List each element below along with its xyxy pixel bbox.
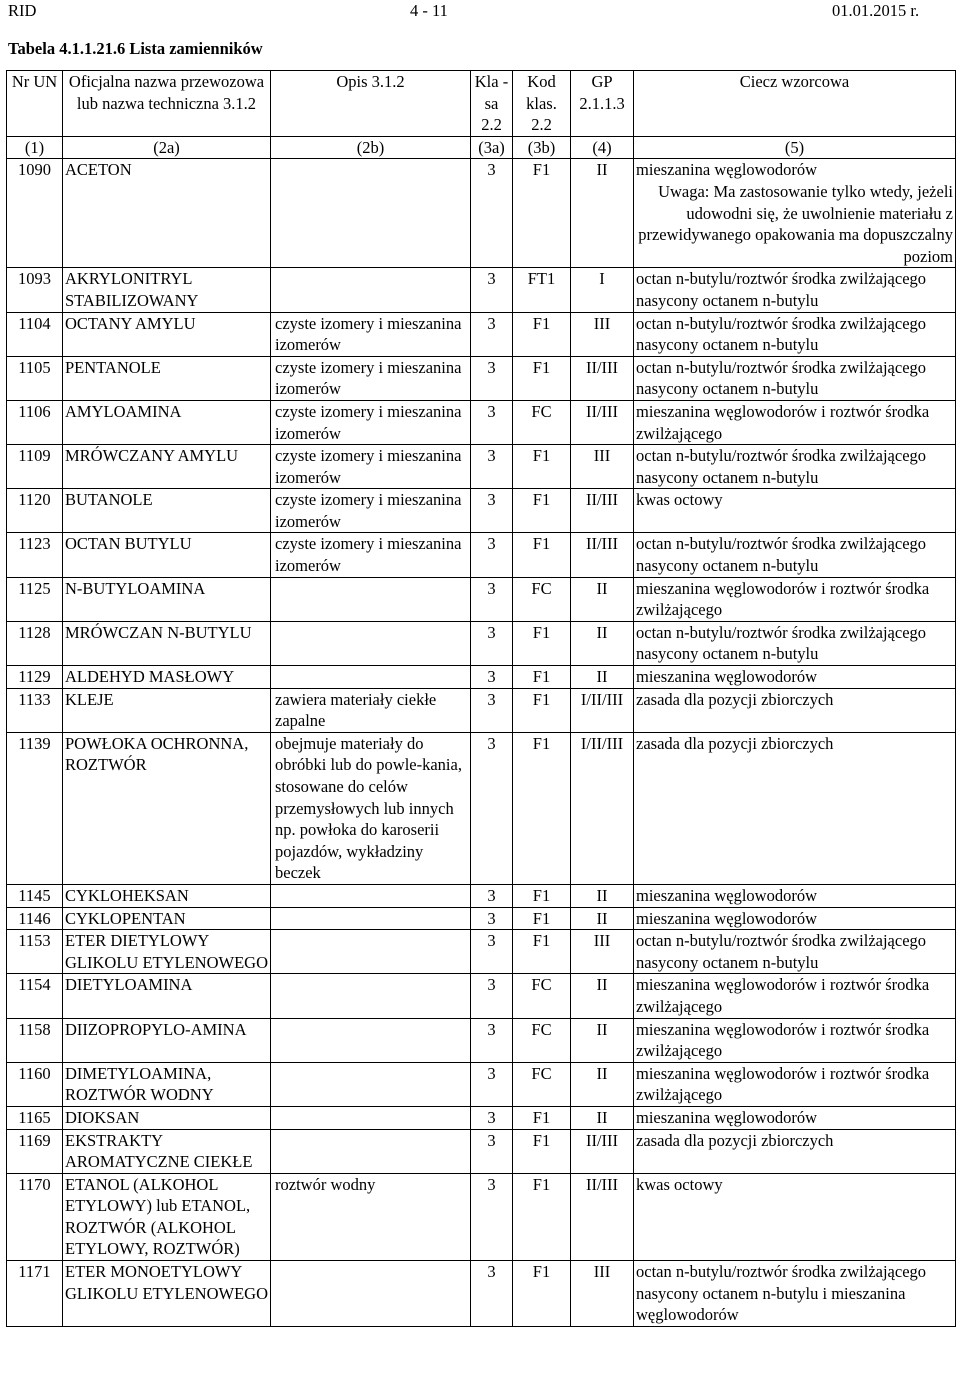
standard-liquid-cell: mieszanina węglowodorów i roztwór środka zwilżającego xyxy=(634,577,956,621)
description-cell: czyste izomery i mieszanina izomerów xyxy=(271,356,471,400)
class-cell: 3 xyxy=(471,688,513,732)
table-row xyxy=(7,159,956,268)
name-cell: DIMETYLOAMINA, ROZTWÓR WODNY xyxy=(63,1062,271,1106)
name-cell: AMYLOAMINA xyxy=(63,400,271,444)
table-row xyxy=(7,1062,956,1106)
col-header-ciecz: Ciecz wzorcowa xyxy=(634,71,956,137)
col-header-nr: Nr UN xyxy=(7,71,63,137)
classification-code-cell: FC xyxy=(513,974,571,1018)
classification-code-cell: F1 xyxy=(513,159,571,268)
name-cell: DIOKSAN xyxy=(63,1106,271,1129)
description-cell: czyste izomery i mieszanina izomerów xyxy=(271,489,471,533)
name-cell: OCTAN BUTYLU xyxy=(63,533,271,577)
un-number-cell: 1090 xyxy=(7,159,63,268)
name-cell: OCTANY AMYLU xyxy=(63,312,271,356)
description-cell: czyste izomery i mieszanina izomerów xyxy=(271,400,471,444)
standard-liquid-cell: zasada dla pozycji zbiorczych xyxy=(634,732,956,884)
standard-liquid-cell: octan n-butylu/roztwór środka zwilżającego nasycony octanem n-butylu i mieszanina węglowodorów xyxy=(634,1261,956,1327)
standard-liquid-cell: mieszanina węglowodorów i roztwór środka zwilżającego xyxy=(634,400,956,444)
header-page-number: 4 - 11 xyxy=(410,1,448,20)
name-cell: BUTANOLE xyxy=(63,489,271,533)
class-cell: 3 xyxy=(471,974,513,1018)
classification-code-cell: F1 xyxy=(513,445,571,489)
description-cell xyxy=(271,884,471,907)
class-cell: 3 xyxy=(471,356,513,400)
standard-liquid-cell: mieszanina węglowodorów xyxy=(634,1106,956,1129)
name-cell: MRÓWCZAN N-BUTYLU xyxy=(63,621,271,665)
un-number-cell: 1093 xyxy=(7,268,63,312)
table-row xyxy=(7,1173,956,1260)
table-row xyxy=(7,884,956,907)
un-number-cell: 1123 xyxy=(7,533,63,577)
standard-liquid-cell: mieszanina węglowodorów i roztwór środka zwilżającego xyxy=(634,1062,956,1106)
description-cell: roztwór wodny xyxy=(271,1173,471,1260)
table-row xyxy=(7,688,956,732)
packing-group-cell: II/III xyxy=(571,400,634,444)
description-cell: czyste izomery i mieszanina izomerów xyxy=(271,533,471,577)
packing-group-cell: II xyxy=(571,1018,634,1062)
description-cell: obejmuje materiały do obróbki lub do powle-kania, stosowane do celów przemysłowych lub innych np. powłoka do karoserii pojazdów, wykładziny beczek xyxy=(271,732,471,884)
packing-group-cell: II xyxy=(571,577,634,621)
standard-liquid-cell: octan n-butylu/roztwór środka zwilżającego nasycony octanem n-butylu xyxy=(634,268,956,312)
packing-group-cell: II xyxy=(571,621,634,665)
table-row xyxy=(7,312,956,356)
class-cell: 3 xyxy=(471,1018,513,1062)
description-cell xyxy=(271,907,471,930)
header-date: 01.01.2015 r. xyxy=(832,1,920,20)
class-cell: 3 xyxy=(471,533,513,577)
class-cell: 3 xyxy=(471,1062,513,1106)
description-cell xyxy=(271,268,471,312)
un-number-cell: 1109 xyxy=(7,445,63,489)
packing-group-cell: II xyxy=(571,884,634,907)
classification-code-cell: F1 xyxy=(513,356,571,400)
packing-group-cell: II/III xyxy=(571,1173,634,1260)
class-cell: 3 xyxy=(471,577,513,621)
classification-code-cell: F1 xyxy=(513,1173,571,1260)
description-cell xyxy=(271,159,471,268)
class-cell: 3 xyxy=(471,489,513,533)
classification-code-cell: FC xyxy=(513,1062,571,1106)
table-row xyxy=(7,621,956,665)
description-cell xyxy=(271,577,471,621)
un-number-cell: 1146 xyxy=(7,907,63,930)
packing-group-cell: II xyxy=(571,1062,634,1106)
col-header-klasa: Kla -sa 2.2 xyxy=(471,71,513,137)
table-row xyxy=(7,489,956,533)
table-row xyxy=(7,732,956,884)
packing-group-cell: III xyxy=(571,1261,634,1327)
packing-group-cell: II/III xyxy=(571,489,634,533)
name-cell: DIIZOPROPYLO-AMINA xyxy=(63,1018,271,1062)
un-number-cell: 1160 xyxy=(7,1062,63,1106)
classification-code-cell: FT1 xyxy=(513,268,571,312)
classification-code-cell: F1 xyxy=(513,666,571,689)
packing-group-cell: II/III xyxy=(571,356,634,400)
table-row xyxy=(7,1261,956,1327)
col-number: (3b) xyxy=(513,136,571,159)
table-body xyxy=(7,159,956,1326)
standard-liquid-cell: mieszanina węglowodorów xyxy=(634,907,956,930)
table-row xyxy=(7,1106,956,1129)
packing-group-cell: II xyxy=(571,159,634,268)
classification-code-cell: F1 xyxy=(513,489,571,533)
table-row xyxy=(7,1018,956,1062)
un-number-cell: 1139 xyxy=(7,732,63,884)
table-row xyxy=(7,577,956,621)
un-number-cell: 1128 xyxy=(7,621,63,665)
classification-code-cell: FC xyxy=(513,400,571,444)
classification-code-cell: F1 xyxy=(513,312,571,356)
un-number-cell: 1154 xyxy=(7,974,63,1018)
col-number: (4) xyxy=(571,136,634,159)
standard-liquid-cell: mieszanina węglowodorów xyxy=(634,884,956,907)
un-number-cell: 1105 xyxy=(7,356,63,400)
table-row xyxy=(7,268,956,312)
standard-liquid-cell: octan n-butylu/roztwór środka zwilżającego nasycony octanem n-butylu xyxy=(634,312,956,356)
class-cell: 3 xyxy=(471,732,513,884)
class-cell: 3 xyxy=(471,884,513,907)
classification-code-cell: F1 xyxy=(513,533,571,577)
page-header xyxy=(0,0,960,22)
table-row xyxy=(7,974,956,1018)
name-cell: EKSTRAKTY AROMATYCZNE CIEKŁE xyxy=(63,1129,271,1173)
col-header-name: Oficjalna nazwa przewozowa lub nazwa techniczna 3.1.2 xyxy=(63,71,271,137)
class-cell: 3 xyxy=(471,1106,513,1129)
packing-group-cell: III xyxy=(571,930,634,974)
name-cell: CYKLOHEKSAN xyxy=(63,884,271,907)
standard-liquid-cell: octan n-butylu/roztwór środka zwilżającego nasycony octanem n-butylu xyxy=(634,930,956,974)
header-left: RID xyxy=(8,1,37,20)
classification-code-cell: FC xyxy=(513,577,571,621)
standard-liquid-cell: zasada dla pozycji zbiorczych xyxy=(634,688,956,732)
classification-code-cell: F1 xyxy=(513,1106,571,1129)
name-cell: ETANOL (ALKOHOL ETYLOWY) lub ETANOL, ROZTWÓR (ALKOHOL ETYLOWY, ROZTWÓR) xyxy=(63,1173,271,1260)
class-cell: 3 xyxy=(471,312,513,356)
table-title: Tabela 4.1.1.21.6 Lista zamienników xyxy=(8,39,263,58)
standard-liquid-cell xyxy=(634,159,956,268)
substitutes-table xyxy=(6,70,956,1327)
packing-group-cell: II/III xyxy=(571,1129,634,1173)
description-cell: czyste izomery i mieszanina izomerów xyxy=(271,312,471,356)
name-cell: ACETON xyxy=(63,159,271,268)
classification-code-cell: F1 xyxy=(513,621,571,665)
description-cell xyxy=(271,1129,471,1173)
class-cell: 3 xyxy=(471,1129,513,1173)
classification-code-cell: F1 xyxy=(513,907,571,930)
table-row xyxy=(7,1129,956,1173)
classification-code-cell: F1 xyxy=(513,1261,571,1327)
name-cell: AKRYLONITRYL STABILIZOWANY xyxy=(63,268,271,312)
classification-code-cell: F1 xyxy=(513,1129,571,1173)
table-row xyxy=(7,666,956,689)
name-cell: POWŁOKA OCHRONNA, ROZTWÓR xyxy=(63,732,271,884)
class-cell: 3 xyxy=(471,907,513,930)
col-number: (2b) xyxy=(271,136,471,159)
column-number-row xyxy=(7,136,956,159)
description-cell xyxy=(271,1018,471,1062)
name-cell: MRÓWCZANY AMYLU xyxy=(63,445,271,489)
packing-group-cell: III xyxy=(571,445,634,489)
un-number-cell: 1106 xyxy=(7,400,63,444)
un-number-cell: 1129 xyxy=(7,666,63,689)
name-cell: ETER DIETYLOWY GLIKOLU ETYLENOWEGO xyxy=(63,930,271,974)
classification-code-cell: F1 xyxy=(513,884,571,907)
description-cell xyxy=(271,974,471,1018)
packing-group-cell: I xyxy=(571,268,634,312)
description-cell: zawiera materiały ciekłe zapalne xyxy=(271,688,471,732)
class-cell: 3 xyxy=(471,1173,513,1260)
packing-group-cell: III xyxy=(571,312,634,356)
col-header-kod: Kod klas. 2.2 xyxy=(513,71,571,137)
name-cell: CYKLOPENTAN xyxy=(63,907,271,930)
description-cell: czyste izomery i mieszanina izomerów xyxy=(271,445,471,489)
description-cell xyxy=(271,1106,471,1129)
table-row xyxy=(7,445,956,489)
description-cell xyxy=(271,1261,471,1327)
col-header-gp: GP 2.1.1.3 xyxy=(571,71,634,137)
col-number: (1) xyxy=(7,136,63,159)
name-cell: ETER MONOETYLOWY GLIKOLU ETYLENOWEGO xyxy=(63,1261,271,1327)
liquid-note: Uwaga: Ma zastosowanie tylko wtedy, jeżeli udowodni się, że uwolnienie materiału z przewidywanego opakowania ma dopuszczalny poziom xyxy=(638,181,953,266)
standard-liquid-cell: zasada dla pozycji zbiorczych xyxy=(634,1129,956,1173)
standard-liquid-cell: octan n-butylu/roztwór środka zwilżającego nasycony octanem n-butylu xyxy=(634,621,956,665)
un-number-cell: 1165 xyxy=(7,1106,63,1129)
table-row xyxy=(7,356,956,400)
packing-group-cell: II xyxy=(571,974,634,1018)
standard-liquid-cell: mieszanina węglowodorów xyxy=(634,666,956,689)
class-cell: 3 xyxy=(471,1261,513,1327)
un-number-cell: 1158 xyxy=(7,1018,63,1062)
col-number: (3a) xyxy=(471,136,513,159)
class-cell: 3 xyxy=(471,400,513,444)
description-cell xyxy=(271,666,471,689)
table-row xyxy=(7,533,956,577)
col-number: (2a) xyxy=(63,136,271,159)
un-number-cell: 1104 xyxy=(7,312,63,356)
name-cell: KLEJE xyxy=(63,688,271,732)
standard-liquid-cell: mieszanina węglowodorów i roztwór środka zwilżającego xyxy=(634,1018,956,1062)
class-cell: 3 xyxy=(471,445,513,489)
class-cell: 3 xyxy=(471,268,513,312)
classification-code-cell: FC xyxy=(513,1018,571,1062)
class-cell: 3 xyxy=(471,621,513,665)
packing-group-cell: II xyxy=(571,907,634,930)
name-cell: DIETYLOAMINA xyxy=(63,974,271,1018)
classification-code-cell: F1 xyxy=(513,930,571,974)
table-row xyxy=(7,930,956,974)
class-cell: 3 xyxy=(471,666,513,689)
standard-liquid-cell: mieszanina węglowodorów i roztwór środka zwilżającego xyxy=(634,974,956,1018)
un-number-cell: 1153 xyxy=(7,930,63,974)
standard-liquid-cell: kwas octowy xyxy=(634,489,956,533)
un-number-cell: 1170 xyxy=(7,1173,63,1260)
header-row xyxy=(7,71,956,137)
name-cell: N-BUTYLOAMINA xyxy=(63,577,271,621)
class-cell: 3 xyxy=(471,159,513,268)
class-cell: 3 xyxy=(471,930,513,974)
table-row xyxy=(7,907,956,930)
classification-code-cell: F1 xyxy=(513,732,571,884)
liquid-text: mieszanina węglowodorów xyxy=(636,160,817,180)
description-cell xyxy=(271,1062,471,1106)
un-number-cell: 1169 xyxy=(7,1129,63,1173)
table-row xyxy=(7,400,956,444)
standard-liquid-cell: octan n-butylu/roztwór środka zwilżającego nasycony octanem n-butylu xyxy=(634,533,956,577)
name-cell: PENTANOLE xyxy=(63,356,271,400)
description-cell xyxy=(271,621,471,665)
packing-group-cell: II xyxy=(571,1106,634,1129)
packing-group-cell: II/III xyxy=(571,533,634,577)
standard-liquid-cell: octan n-butylu/roztwór środka zwilżającego nasycony octanem n-butylu xyxy=(634,356,956,400)
packing-group-cell: I/II/III xyxy=(571,688,634,732)
un-number-cell: 1133 xyxy=(7,688,63,732)
un-number-cell: 1120 xyxy=(7,489,63,533)
col-header-desc: Opis 3.1.2 xyxy=(271,71,471,137)
un-number-cell: 1171 xyxy=(7,1261,63,1327)
standard-liquid-cell: kwas octowy xyxy=(634,1173,956,1260)
packing-group-cell: I/II/III xyxy=(571,732,634,884)
un-number-cell: 1145 xyxy=(7,884,63,907)
classification-code-cell: F1 xyxy=(513,688,571,732)
col-number: (5) xyxy=(634,136,956,159)
description-cell xyxy=(271,930,471,974)
standard-liquid-cell: octan n-butylu/roztwór środka zwilżającego nasycony octanem n-butylu xyxy=(634,445,956,489)
un-number-cell: 1125 xyxy=(7,577,63,621)
packing-group-cell: II xyxy=(571,666,634,689)
name-cell: ALDEHYD MASŁOWY xyxy=(63,666,271,689)
